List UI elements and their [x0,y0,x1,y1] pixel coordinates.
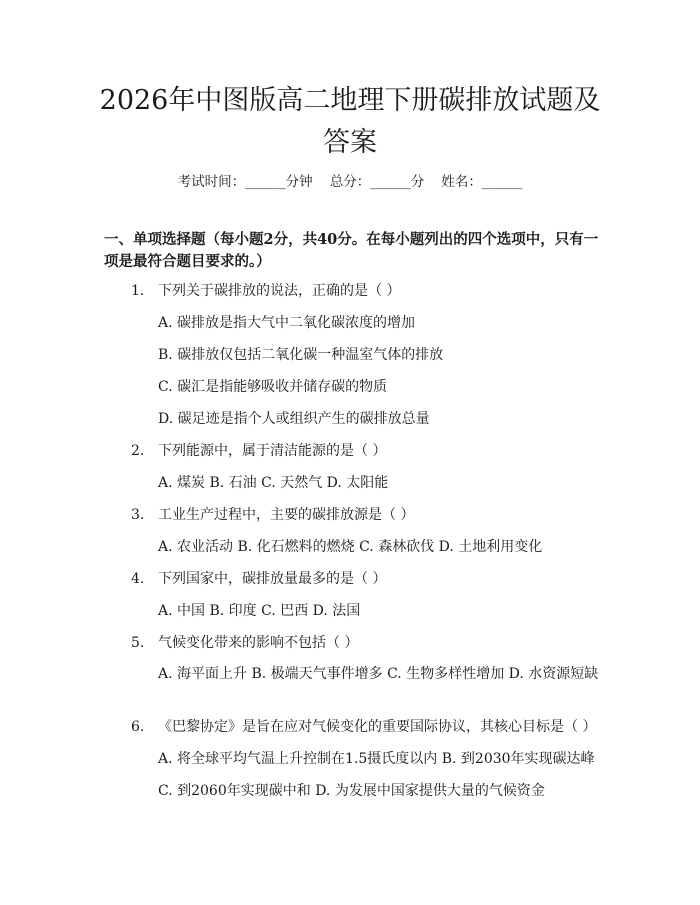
question-text: 下列关于碳排放的说法，正确的是（ ） [158,283,401,299]
question-text: 下列国家中，碳排放量最多的是（ ） [158,571,387,587]
question-text: 气候变化带来的影响不包括（ ） [158,635,359,651]
question-3 [131,505,601,525]
option-4: A. 中国 B. 印度 C. 巴西 D. 法国 [158,603,361,619]
question-1 [131,281,601,301]
question-6 [131,717,601,737]
option-3: A. 农业活动 B. 化石燃料的燃烧 C. 森林砍伐 D. 土地利用变化 [158,539,543,555]
question-text: 《巴黎协定》是旨在应对气候变化的重要国际协议，其核心目标是（ ） [158,719,597,735]
question-4 [131,569,601,589]
option-5: A. 海平面上升 B. 极端天气事件增多 C. 生物多样性增加 D. 水资源短缺 [158,666,599,682]
question-2 [131,441,601,461]
question-text: 下列能源中，属于清洁能源的是（ ） [158,443,387,459]
option-1b: B. 碳排放仅包括二氧化碳一种温室气体的排放 [158,347,444,363]
question-number: 1. [131,283,145,299]
option-2: A. 煤炭 B. 石油 C. 天然气 D. 太阳能 [158,475,389,491]
question-number: 3. [131,507,145,523]
option-1c: C. 碳汇是指能够吸收并储存碳的物质 [158,379,388,395]
exam-meta-line: 考试时间：______分钟 总分：______分 姓名：______ [177,174,523,190]
section-heading: 一、单项选择题（每小题2分，共40分。在每小题列出的四个选项中，只有一项是最符合题目要求的。） [104,231,599,270]
question-number: 4. [131,571,145,587]
option-6-line-2: C. 到2060年实现碳中和 D. 为发展中国家提供大量的气候资金 [158,783,545,799]
question-text: 工业生产过程中，主要的碳排放源是（ ） [158,507,415,523]
question-number: 2. [131,443,145,459]
option-1d: D. 碳足迹是指个人或组织产生的碳排放总量 [158,411,430,427]
option-1a: A. 碳排放是指大气中二氧化碳浓度的增加 [158,315,416,331]
option-6-line-1: A. 将全球平均气温上升控制在1.5摄氏度以内 B. 到2030年实现碳达峰 [158,751,595,767]
question-number: 6. [131,719,145,735]
document-title: 2026年中图版高二地理下册碳排放试题及答案 [99,85,601,158]
question-number: 5. [131,635,145,651]
question-5 [131,633,601,653]
